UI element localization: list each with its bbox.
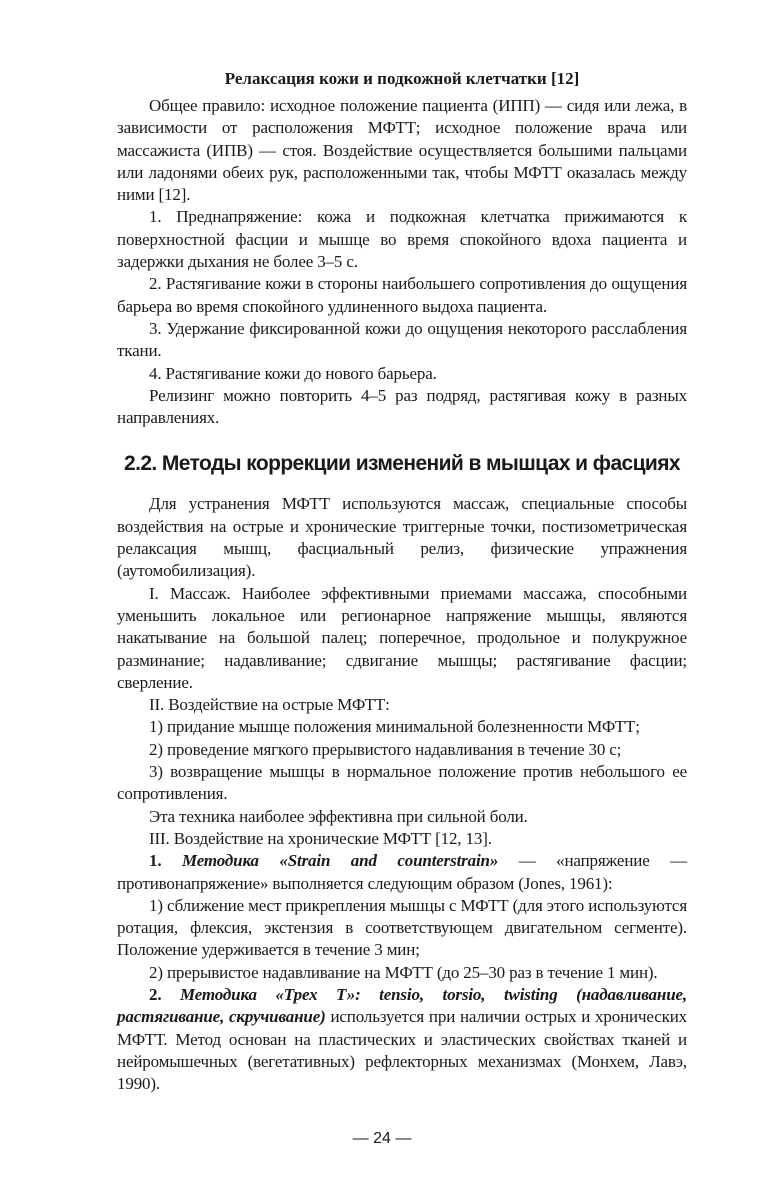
method-description: используется при наличии острых и хронических МФТТ. Метод основан на пластических и эластических свойствах тканей и нейромышечных (вегетативных) рефлекторных механизмах (Монхем, Лавэ, 1990). (117, 1007, 688, 1094)
paragraph: Эта техника наиболее эффективна при сильной боли. (149, 806, 528, 826)
paragraph: 1) придание мышце положения минимальной болезненности МФТТ; (149, 717, 640, 737)
method-name: Методика «Трех Т»: tensio, torsio, twisting (надавливание, растягивание, скручивание) (117, 984, 687, 1027)
method-number: 2. (149, 984, 162, 1004)
paragraph: I. Массаж. Наиболее эффективными приемами массажа, способными уменьшить локальное или регионарное напряжение мышцы, являются накатывание на большой палец; поперечное, продольное и полукружное разминание; надавливание; сдвигание мышцы; растягивание фасции; сверление. (117, 583, 687, 692)
paragraph: 4. Растягивание кожи до нового барьера. (149, 363, 437, 383)
method-1-paragraph (117, 850, 687, 895)
paragraph: Общее правило: исходное положение пациента (ИПП) — сидя или лежа, в зависимости от расположения МФТТ; исходное положение врача или массажиста (ИПВ) — стоя. Воздействие осуществляется большими пальцами или ладонями обеих рук, расположенными так, чтобы МФТТ оказалась между ними [12]. (117, 96, 687, 205)
method-description: — «напряжение — противонапряжение» выполняется следующим образом (Jones, 1961): (117, 851, 687, 893)
paragraph: 2. Растягивание кожи в стороны наибольшего сопротивления до ощущения барьера во время спокойного удлиненного выдоха пациента. (117, 274, 687, 316)
paragraph: III. Воздействие на хронические МФТТ [12, 13]. (149, 828, 492, 848)
paragraph: Для устранения МФТТ используются массаж, специальные способы воздействия на острые и хронические триггерные точки, постизометрическая релаксация мышц, фасциальный релиз, физические упражнения (аутомобилизация). (117, 494, 687, 581)
method-number: 1. (149, 851, 162, 871)
paragraph: 3) возвращение мышцы в нормальное положение против небольшого ее сопротивления. (117, 762, 687, 804)
page-number: — 24 — (352, 1130, 412, 1148)
paragraph: 2) прерывистое надавливание на МФТТ (до 25–30 раз в течение 1 мин). (149, 962, 658, 982)
method-2-paragraph (117, 984, 687, 1095)
paragraph: 1. Преднапряжение: кожа и подкожная клетчатка прижимаются к поверхностной фасции и мышце во время спокойного вдоха пациента и задержки дыхания не более 3–5 с. (117, 207, 687, 272)
subsection-title: Релаксация кожи и подкожной клетчатки [12] (224, 69, 580, 88)
paragraph: 3. Удержание фиксированной кожи до ощущения некоторого расслабления ткани. (117, 318, 687, 361)
paragraph: 2) проведение мягкого прерывистого надавливания в течение 30 с; (149, 739, 622, 759)
paragraph: II. Воздействие на острые МФТТ: (149, 695, 390, 715)
paragraph: Релизинг можно повторить 4–5 раз подряд, растягивая кожу в разных направлениях. (117, 385, 687, 428)
paragraph: 1) сближение мест прикрепления мышцы с МФТТ (для этого используются ротация, флексия, экстензия в соответствующем двигательном сегменте). Положение удерживается в течение 3 мин; (117, 895, 687, 960)
section-heading: 2.2. Методы коррекции изменений в мышцах и фасциях (124, 452, 680, 476)
method-name: Методика «Strain and counterstrain» (181, 851, 499, 871)
page-body (117, 0, 687, 1095)
